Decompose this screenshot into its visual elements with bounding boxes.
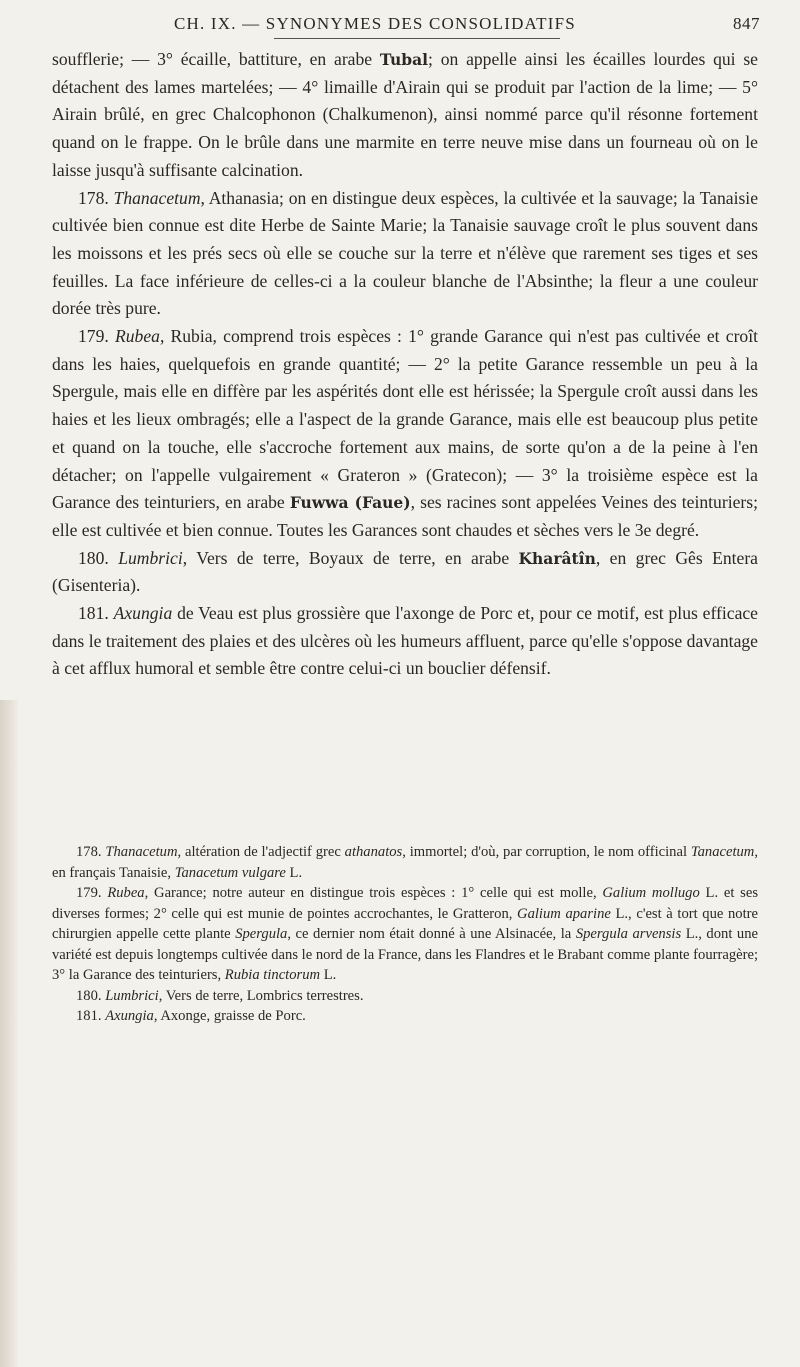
latin-term: Lumbrici (118, 547, 183, 568)
entry-179: 179. Rubea, Rubia, comprend trois espèces : 1° grande Garance qui n'est pas cultivée et croît dans les haies, quelquefois en grande quantité; — 2° la petite Garance ressemble un peu à la Spergule, mais elle en diffère par les aspérités dont elle est hérissée; la Spergule croît aussi dans les haies et les lieux ombragés; elle a l'aspect de la grande Garance, mais elle est beaucoup plus petite et quand on la touche, elle s'accroche fortement aux mains, de sorte qu'on a de la peine à l'en détacher; on l'appelle vulgairement « Grateron » (Gratecon); — 3° la troisième espèce est la Garance des teinturiers, en arabe Fuwwa (Faue), ses racines sont appelées Veines des teinturiers; elle est cultivée et bien connue. Toutes les Garances sont chaudes et sèches vers le 3e degré. (52, 326, 758, 540)
page-number: 847 (733, 14, 760, 33)
latin-term: Axungia (113, 603, 173, 624)
footnote-179: 179. Rubea, Garance; notre auteur en distingue trois espèces : 1° celle qui est molle, Galium mollugo L. et ses diverses formes; 2° celle qui est munie de pointes accrochantes, le Gratteron, Galium aparine L., c'est à tort que notre chirurgien appelle cette plante Spergula, ce dernier nom était donné à une Alsinacée, la Spergula arvensis L., dont une variété est depuis longtemps cultivée dans le nord de la France, dans les Flandres et le Brabant comme plante fourragère; 3° la Garance des teinturiers, Rubia tinctorum L. (52, 885, 758, 983)
entry-180: 180. Lumbrici, Vers de terre, Boyaux de terre, en arabe Kharâtîn, en grec Gês Entera (Gisenteria). (52, 547, 758, 596)
header-rule (274, 38, 560, 39)
footnotes (52, 842, 758, 1027)
arabic-term: Kharâtîn (518, 548, 596, 568)
chapter-title: CH. IX. — SYNONYMES DES CONSOLIDATIFS (174, 14, 576, 33)
latin-term: Rubea (114, 326, 160, 347)
page-edge-shadow (0, 700, 18, 1367)
footnote-181: 181. Axungia, Axonge, graisse de Porc. (76, 1008, 306, 1024)
latin-term: Thanacetum (113, 187, 201, 208)
entry-178: 178. Thanacetum, Athanasia; on en distingue deux espèces, la cultivée et la sauvage; la Tanaisie cultivée bien connue est dite Herbe de Sainte Marie; la Tanaisie sauvage croît le plus souvent dans les moissons et les prés secs où elle se couche sur la terre et n'élève que rarement ses tiges et ses feuilles. La face inférieure de celles-ci a la couleur blanche de l'Absinthe; la fleur a une couleur dorée très pure. (52, 187, 759, 319)
main-text (52, 46, 758, 683)
entry-181: 181. Axungia de Veau est plus grossière que l'axonge de Porc et, pour ce motif, est plus efficace dans le traitement des plaies et des ulcères où les humeurs affluent, parce qu'elle s'oppose davantage à cet afflux humoral et semble être contre celui-ci un bouclier défensif. (52, 603, 758, 679)
paragraph-continuation: soufflerie; — 3° écaille, battiture, en arabe Tubal; on appelle ainsi les écailles lourdes qui se détachent des lames martelées; — 4° limaille d'Airain qui se produit par l'action de la lime; — 5° Airain brûlé, en grec Chalcophonon (Chalkumenon), ainsi nommé parce qu'il résonne fortement quand on le frappe. On le brûle dans une marmite en terre neuve mise dans un fourneau où on le laisse jusqu'à suffisante calcination. (52, 49, 758, 180)
arabic-term: Tubal (379, 50, 429, 69)
running-header (38, 8, 760, 38)
footnote-180: 180. Lumbrici, Vers de terre, Lombrics terrestres. (76, 987, 364, 1004)
footnote-178: 178. Thanacetum, altération de l'adjectif grec athanatos, immortel; d'où, par corruption, le nom officinal Tanacetum, en français Tanaisie, Tanacetum vulgare L. (52, 844, 758, 881)
arabic-term: Fuwwa (Faue) (289, 493, 411, 513)
